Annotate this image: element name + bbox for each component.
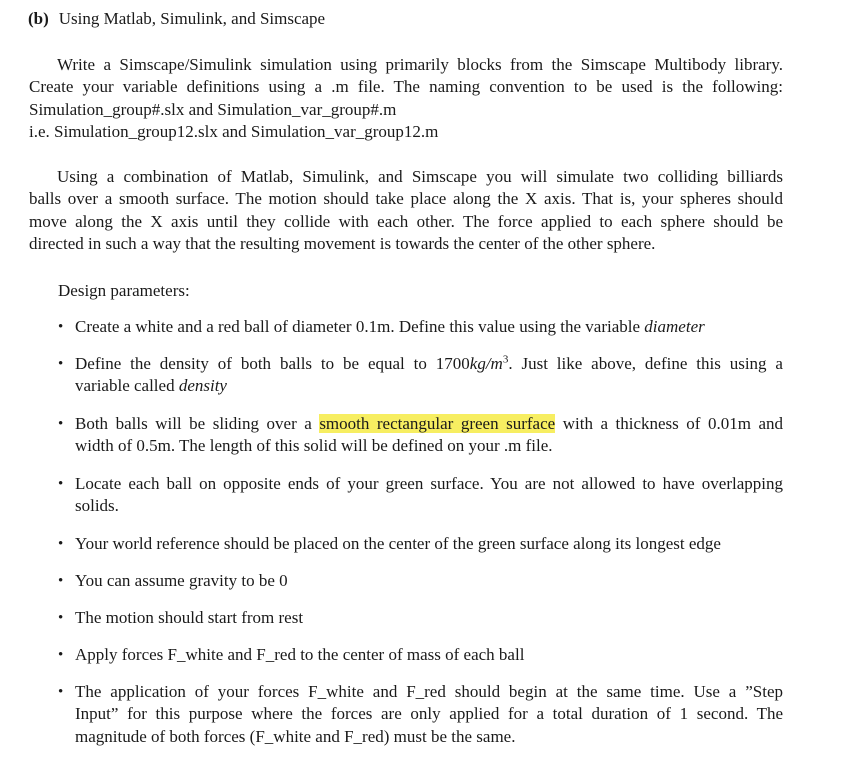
bullet-icon: • (58, 476, 64, 492)
list-item-text: The motion should start from rest (75, 608, 304, 627)
list-item-text: The application of your forces F_white and F_red should begin at the same time. Use a ”Step (75, 682, 783, 701)
bullet-icon: • (58, 573, 64, 589)
paragraph-line: balls over a smooth surface. The motion should take place along the X axis. That is, your spheres should (29, 189, 783, 209)
unit-exponent: 3 (502, 353, 509, 366)
list-item-text: Locate each ball on opposite ends of your green surface. You are not allowed to have overlapping (75, 474, 783, 493)
bullet-icon: • (58, 536, 64, 552)
paragraph-line: directed in such a way that the resulting movement is towards the center of the other sphere. (29, 234, 656, 254)
bullet-icon: • (58, 356, 64, 372)
list-item-text: Create a white and a red ball of diameter 0.1m. Define this value using the variable diameter (75, 317, 705, 336)
paragraph-line: i.e. Simulation_group12.slx and Simulation_var_group12.m (29, 122, 439, 142)
paragraph-line: Simulation_group#.slx and Simulation_var_group#.m (29, 99, 397, 119)
paragraph-line: Using a combination of Matlab, Simulink, and Simscape you will simulate two colliding billiards (57, 167, 783, 186)
section-heading (28, 9, 325, 29)
bullet-icon: • (58, 684, 64, 700)
list-item-text: Your world reference should be placed on the center of the green surface along its longest edge (75, 534, 721, 553)
list-item-text: variable called density (75, 376, 227, 396)
bullet-icon: • (58, 416, 64, 432)
variable-name: diameter (644, 317, 705, 336)
instructions-paragraph (29, 54, 783, 144)
design-parameters-label: Design parameters: (58, 281, 190, 300)
bullet-icon: • (58, 610, 64, 626)
section-title: Using Matlab, Simulink, and Simscape (58, 9, 326, 28)
paragraph-line: Create your variable definitions using a .m file. The naming convention to be used is the following: (29, 77, 783, 97)
list-item-text: Both balls will be sliding over a smooth rectangular green surface with a thickness of 0.01m and (75, 414, 784, 433)
list-item-text: Apply forces F_white and F_red to the center of mass of each ball (75, 645, 525, 664)
density-unit: kg/m (469, 354, 503, 373)
list-item-text: solids. (75, 496, 119, 516)
section-number: (b) (28, 9, 49, 28)
highlighted-text: smooth rectangular green surface (319, 414, 556, 433)
list-item-text: Define the density of both balls to be equal to $1700kg/m^3$. Just like above, define this using a (75, 353, 783, 373)
bullet-icon: • (58, 647, 64, 663)
description-paragraph (29, 166, 783, 256)
bullet-icon: • (58, 319, 64, 335)
list-item-text: magnitude of both forces (F_white and F_red) must be the same. (75, 726, 516, 746)
list-item-text: width of 0.5m. The length of this solid will be defined on your .m file. (75, 436, 553, 456)
paragraph-line: Write a Simscape/Simulink simulation using primarily blocks from the Simscape Multibody library. (57, 55, 783, 74)
paragraph-line: move along the X axis until they collide with each other. The force applied to each sphere should be (29, 211, 783, 231)
variable-name: density (178, 376, 227, 396)
list-item-text: Input” for this purpose where the forces are only applied for a total duration of 1 second. The (75, 704, 783, 724)
list-item-text: You can assume gravity to be 0 (75, 571, 288, 590)
